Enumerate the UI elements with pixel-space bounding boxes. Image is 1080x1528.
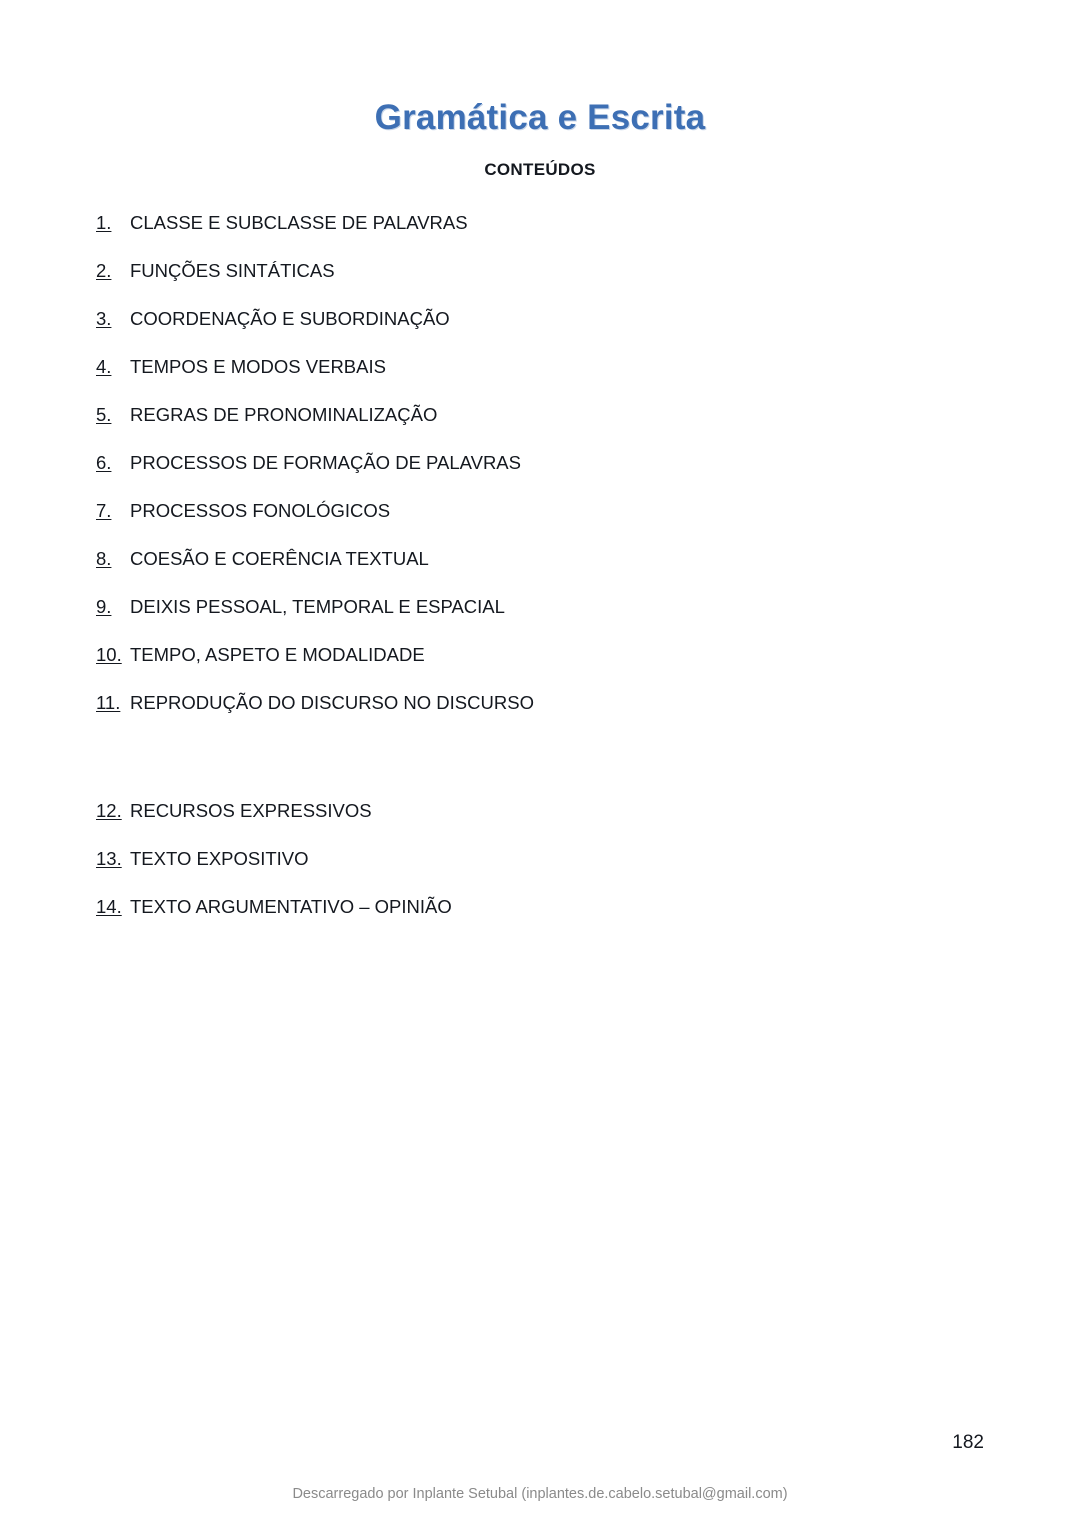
list-item bbox=[96, 356, 996, 378]
list-item-number: 12. bbox=[96, 800, 122, 821]
list-item-label: PROCESSOS FONOLÓGICOS bbox=[130, 500, 391, 521]
list-item-number: 6. bbox=[96, 452, 112, 473]
list-item-number: 10. bbox=[96, 644, 122, 665]
list-item-number: 7. bbox=[96, 500, 112, 521]
list-item-label: REPRODUÇÃO DO DISCURSO NO DISCURSO bbox=[130, 692, 534, 713]
list-item-label: TEXTO ARGUMENTATIVO – OPINIÃO bbox=[130, 896, 452, 917]
page-title: Gramática e Escrita bbox=[374, 98, 706, 137]
list-item-label: RECURSOS EXPRESSIVOS bbox=[130, 800, 372, 821]
list-item bbox=[96, 260, 996, 282]
list-item bbox=[96, 452, 996, 474]
list-item-number: 8. bbox=[96, 548, 112, 569]
list-item-label: TEMPOS E MODOS VERBAIS bbox=[130, 356, 386, 377]
list-item-number: 11. bbox=[96, 692, 121, 713]
list-item-number: 3. bbox=[96, 308, 112, 329]
list-item-label: REGRAS DE PRONOMINALIZAÇÃO bbox=[130, 404, 438, 425]
list-item-number: 2. bbox=[96, 260, 112, 281]
list-item-label: TEXTO EXPOSITIVO bbox=[130, 848, 309, 869]
contents-list bbox=[96, 212, 996, 944]
list-item-label: CLASSE E SUBCLASSE DE PALAVRAS bbox=[130, 212, 468, 233]
list-item bbox=[96, 848, 996, 870]
list-item-label: COESÃO E COERÊNCIA TEXTUAL bbox=[130, 548, 429, 569]
list-item-number: 13. bbox=[96, 848, 122, 869]
list-item-number: 14. bbox=[96, 896, 122, 917]
list-item bbox=[96, 308, 996, 330]
page-number: 182 bbox=[952, 1432, 984, 1453]
list-item bbox=[96, 644, 996, 666]
list-item-label: TEMPO, ASPETO E MODALIDADE bbox=[130, 644, 425, 665]
list-item bbox=[96, 596, 996, 618]
list-item bbox=[96, 500, 996, 522]
list-item bbox=[96, 212, 996, 234]
list-item bbox=[96, 800, 996, 822]
list-item bbox=[96, 896, 996, 918]
list-item bbox=[96, 404, 996, 426]
list-item-label: FUNÇÕES SINTÁTICAS bbox=[130, 260, 335, 281]
footer-watermark: Descarregado por Inplante Setubal (inplantes.de.cabelo.setubal@gmail.com) bbox=[292, 1486, 788, 1502]
list-item-number: 1. bbox=[96, 212, 112, 233]
list-item-number: 5. bbox=[96, 404, 112, 425]
list-item bbox=[96, 548, 996, 570]
list-item-label: DEIXIS PESSOAL, TEMPORAL E ESPACIAL bbox=[130, 596, 505, 617]
list-item-number: 9. bbox=[96, 596, 112, 617]
list-item-label: PROCESSOS DE FORMAÇÃO DE PALAVRAS bbox=[130, 452, 521, 473]
list-item-label: COORDENAÇÃO E SUBORDINAÇÃO bbox=[130, 308, 450, 329]
list-item-number: 4. bbox=[96, 356, 112, 377]
list-spacer bbox=[96, 740, 996, 800]
section-subtitle: CONTEÚDOS bbox=[484, 160, 596, 179]
list-item bbox=[96, 692, 996, 714]
